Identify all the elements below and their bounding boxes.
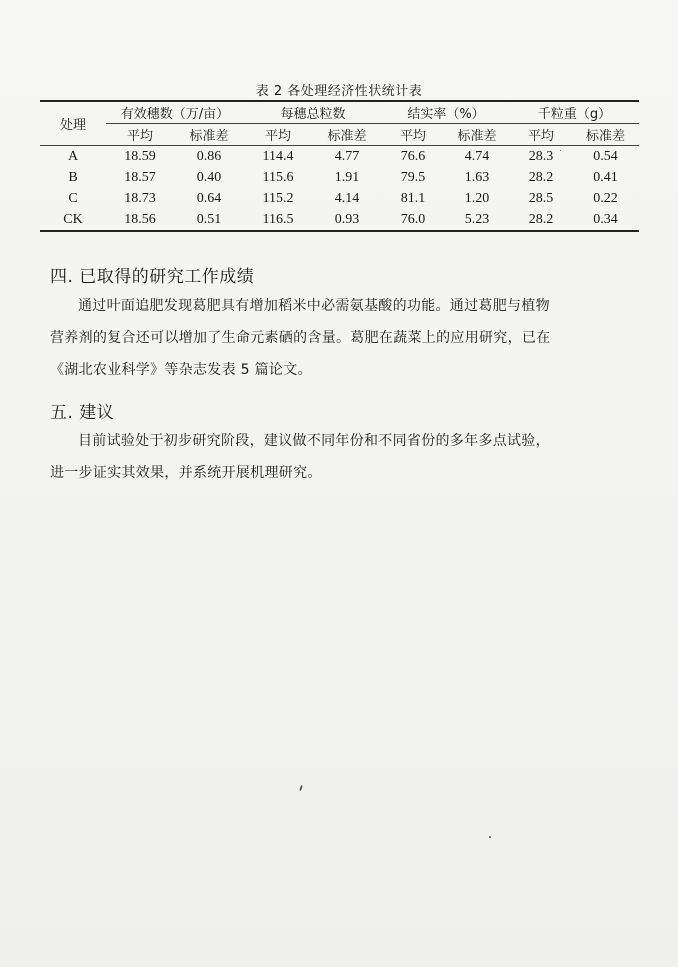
group-header-cell: 每穗总粒数 xyxy=(244,101,382,124)
paragraph-line: 进一步证实其效果，并系统开展机理研究。 xyxy=(50,465,322,481)
table-cell: 0.22 xyxy=(593,190,618,206)
table-cell: 0.64 xyxy=(196,190,222,206)
table-cell: 18.56 xyxy=(106,209,174,231)
table-cell: 28.3 xyxy=(528,148,554,164)
row-label-cell: CK xyxy=(40,209,106,231)
table-cell: 79.5 xyxy=(400,169,426,185)
table-cell: 76.0 xyxy=(382,209,444,231)
table-row xyxy=(40,167,639,188)
table-group-header-row xyxy=(40,101,639,124)
statistics-table xyxy=(40,100,639,232)
group-header-cell: 有效穗数（万/亩） xyxy=(106,101,244,124)
table-cell: 0.93 xyxy=(312,209,382,231)
row-label-cell: A xyxy=(67,148,79,164)
row-label-cell: C xyxy=(68,190,78,206)
table-cell: 0.40 xyxy=(196,169,222,185)
table-cell: 4.77 xyxy=(334,148,360,164)
sub-header-cell: 标准差 xyxy=(444,124,510,146)
table-cell: 28.2 xyxy=(528,169,554,185)
sub-header-cell: 平均 xyxy=(244,124,312,146)
table-sub-header-row xyxy=(40,124,639,146)
table-cell: 0.41 xyxy=(593,169,618,185)
table-cell: 116.5 xyxy=(244,209,312,231)
table-cell: 5.23 xyxy=(444,209,510,231)
sub-header-cell: 平均 xyxy=(106,124,174,146)
suggestions-paragraph xyxy=(50,425,620,489)
sub-header-cell: 平均 xyxy=(382,124,444,146)
sub-header-cell: 标准差 xyxy=(572,124,639,146)
sub-header-cell: 标准差 xyxy=(174,124,244,146)
table-cell: 115.6 xyxy=(262,169,294,185)
table-cell: 18.57 xyxy=(124,169,156,185)
table-cell: 114.4 xyxy=(262,148,294,164)
table-cell: 0.54 xyxy=(593,148,618,164)
section-heading-achievements: 四. 已取得的研究工作成绩 xyxy=(50,267,255,287)
achievements-paragraph xyxy=(50,290,620,386)
table-cell: 4.74 xyxy=(464,148,490,164)
table-caption: 表 2 各处理经济性状统计表 xyxy=(255,84,423,99)
table-row xyxy=(40,146,639,168)
row-header-cell: 处理 xyxy=(40,101,106,146)
group-header-cell: 结实率（%） xyxy=(382,101,510,124)
table-cell: 28.2 xyxy=(510,209,572,231)
paragraph-line: 目前试验处于初步研究阶段，建议做不同年份和不同省份的多年多点试验， xyxy=(78,433,550,449)
paragraph-line: 《湖北农业科学》等杂志发表 5 篇论文。 xyxy=(50,362,312,378)
table-cell: 81.1 xyxy=(400,190,426,206)
sub-header-cell: 标准差 xyxy=(312,124,382,146)
row-label-cell: B xyxy=(68,169,78,185)
table-cell: 76.6 xyxy=(400,148,426,164)
table-cell: 0.51 xyxy=(174,209,244,231)
table-cell: 0.86 xyxy=(196,148,222,164)
table-cell: 18.73 xyxy=(124,190,156,206)
table-row xyxy=(40,209,639,231)
table-cell: 1.63 xyxy=(464,169,490,185)
scan-speck xyxy=(489,836,491,838)
table-cell: 1.91 xyxy=(334,169,360,185)
section-heading-suggestions: 五. 建议 xyxy=(50,403,115,423)
sub-header-cell: 平均 xyxy=(510,124,572,146)
table-cell: 0.34 xyxy=(572,209,639,231)
table-row xyxy=(40,188,639,209)
table-cell: 28.5 xyxy=(528,190,554,206)
table-cell: 115.2 xyxy=(262,190,294,206)
table-cell: 4.14 xyxy=(334,190,360,206)
paragraph-line: 通过叶面追肥发现葛肥具有增加稻米中必需氨基酸的功能。通过葛肥与植物 xyxy=(78,298,550,314)
paragraph-line: 营养剂的复合还可以增加了生命元素硒的含量。葛肥在蔬菜上的应用研究，已在 xyxy=(50,330,551,346)
table-cell: 18.59 xyxy=(124,148,156,164)
table-cell: 1.20 xyxy=(464,190,490,206)
scan-speck xyxy=(299,785,303,791)
group-header-cell: 千粒重（g） xyxy=(510,101,639,124)
scan-speck xyxy=(560,150,561,151)
